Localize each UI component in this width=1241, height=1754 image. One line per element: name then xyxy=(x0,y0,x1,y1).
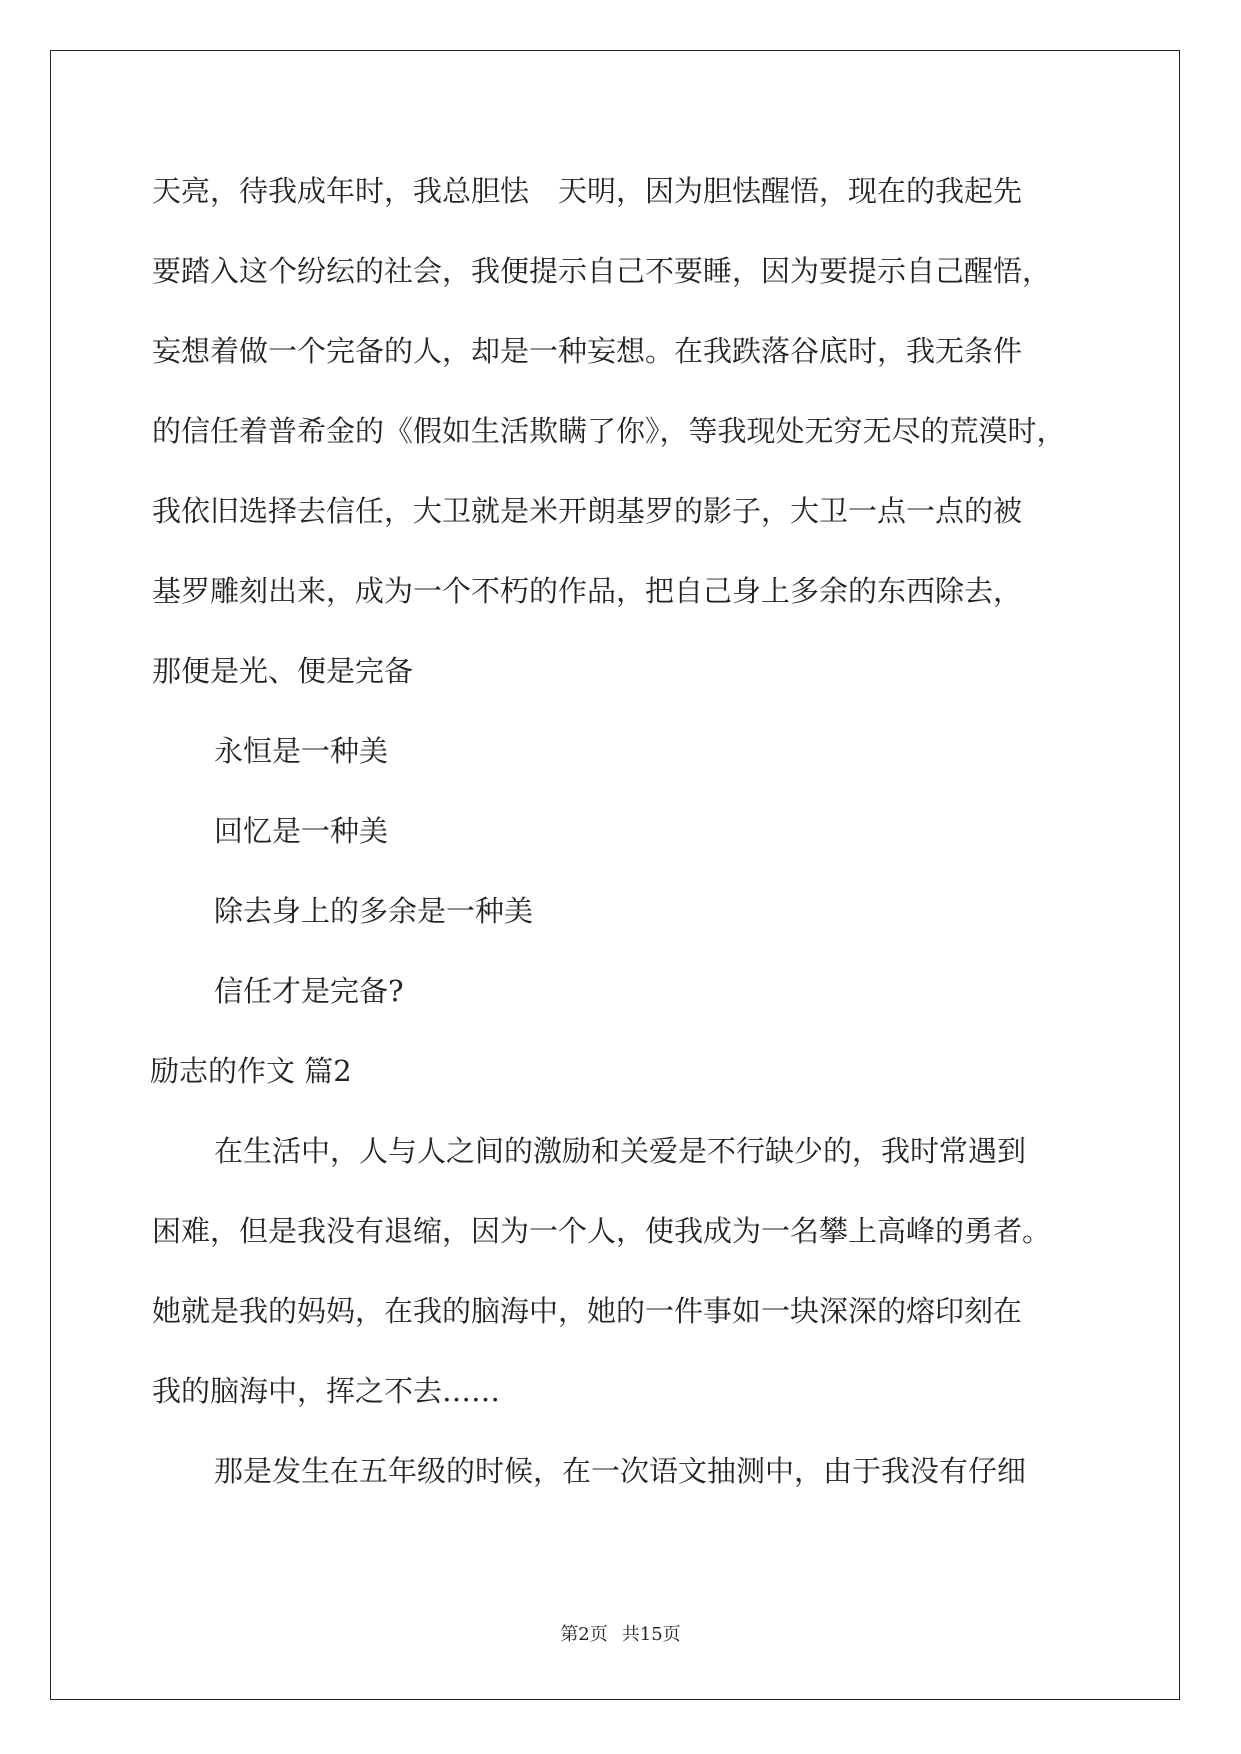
page-number: 第2页 xyxy=(560,1624,608,1645)
text-line: 那便是光、便是完备 xyxy=(152,654,414,688)
text-line: 基罗雕刻出来，成为一个不朽的作品，把自己身上多余的东西除去， xyxy=(152,574,1023,608)
text-line: 妄想着做一个完备的人，却是一种妄想。在我跌落谷底时，我无条件 xyxy=(152,334,1023,368)
poem-line: 回忆是一种美 xyxy=(214,814,389,848)
text-line: 那是发生在五年级的时候，在一次语文抽测中，由于我没有仔细 xyxy=(214,1454,1027,1488)
text-line: 困难，但是我没有退缩，因为一个人，使我成为一名攀上高峰的勇者。 xyxy=(152,1214,1052,1248)
poem-line: 信任才是完备? xyxy=(214,974,404,1008)
page-border xyxy=(50,50,1180,1700)
page-footer xyxy=(0,1620,1241,1646)
text-line: 在生活中，人与人之间的激励和关爱是不行缺少的，我时常遇到 xyxy=(214,1134,1027,1168)
poem-line: 永恒是一种美 xyxy=(214,734,389,768)
text-line: 我依旧选择去信任，大卫就是米开朗基罗的影子，大卫一点一点的被 xyxy=(152,494,1023,528)
section-heading: 励志的作文 篇2 xyxy=(150,1054,352,1088)
text-line: 她就是我的妈妈，在我的脑海中，她的一件事如一块深深的熔印刻在 xyxy=(152,1294,1023,1328)
text-line: 天亮，待我成年时，我总胆怯 天明，因为胆怯醒悟，现在的我起先 xyxy=(152,174,1023,208)
text-line: 要踏入这个纷纭的社会，我便提示自己不要睡，因为要提示自己醒悟， xyxy=(152,254,1052,288)
text-line: 我的脑海中，挥之不去…… xyxy=(152,1374,501,1408)
poem-line: 除去身上的多余是一种美 xyxy=(214,894,534,928)
page-total: 共15页 xyxy=(621,1624,681,1645)
text-line: 的信任着普希金的《假如生活欺瞒了你》，等我现处无穷无尽的荒漠时， xyxy=(152,414,1066,448)
